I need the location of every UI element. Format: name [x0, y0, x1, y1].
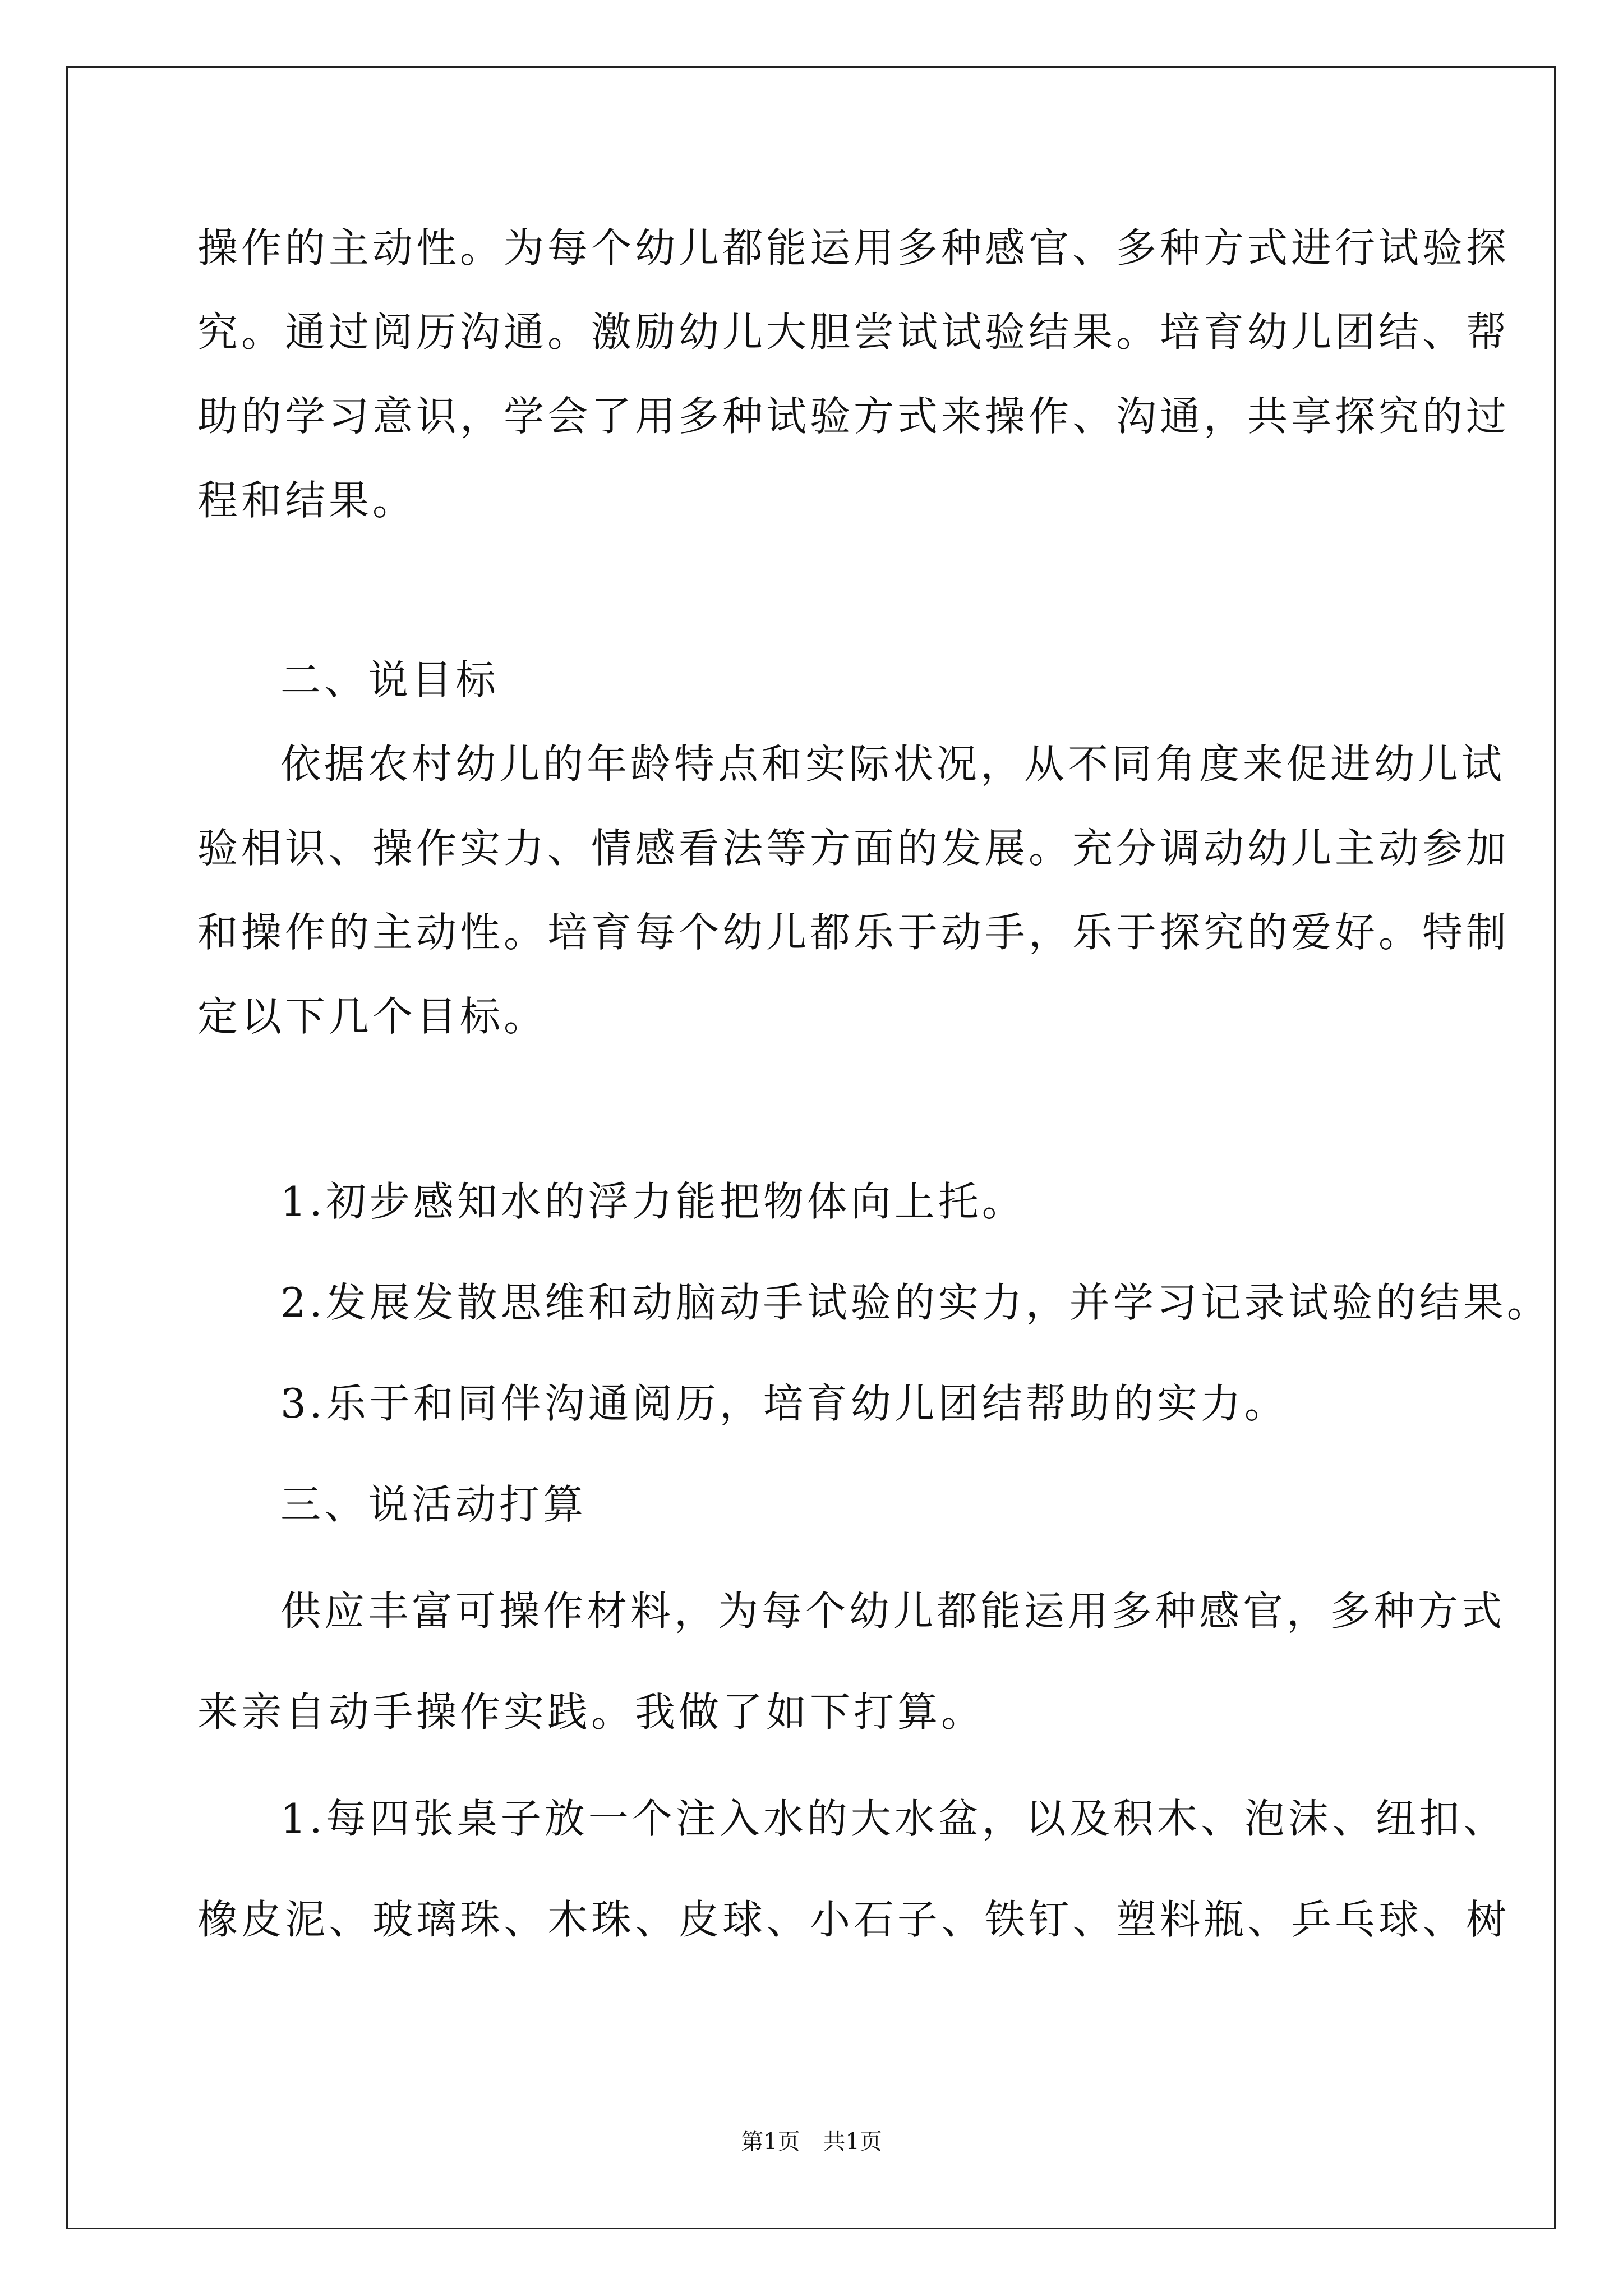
section-heading-goals: 二、说目标 — [280, 656, 500, 703]
text-line-4: 程和结果。 — [197, 477, 417, 524]
text-line-17: 橡皮泥、玻璃珠、木珠、皮球、小石子、铁钉、塑料瓶、乒乓球、树 — [197, 1896, 1510, 1943]
text-line-7: 验相识、操作实力、情感看法等方面的发展。充分调动幼儿主动参加 — [197, 825, 1510, 872]
text-line-3: 助的学习意识，学会了用多种试验方式来操作、沟通，共享探究的过 — [197, 393, 1510, 440]
goal-item-1: 1.初步感知水的浮力能把物体向上托。 — [280, 1178, 1026, 1225]
page-total: 共1页 — [823, 2129, 882, 2155]
goal-item-2: 2.发展发散思维和动脑动手试验的实力，并学习记录试验的结果。 — [280, 1279, 1551, 1326]
text-line-8: 和操作的主动性。培育每个幼儿都乐于动手，乐于探究的爱好。特制 — [197, 909, 1510, 956]
page-footer — [0, 2126, 1623, 2157]
section-heading-preparation: 三、说活动打算 — [280, 1481, 587, 1528]
text-line-1: 操作的主动性。为每个幼儿都能运用多种感官、多种方式进行试验探 — [197, 224, 1510, 272]
goal-item-3: 3.乐于和同伴沟通阅历，培育幼儿团结帮助的实力。 — [280, 1380, 1288, 1427]
text-line-14: 供应丰富可操作材料，为每个幼儿都能运用多种感官，多种方式 — [280, 1588, 1506, 1635]
text-line-15: 来亲自动手操作实践。我做了如下打算。 — [197, 1688, 985, 1736]
text-line-6: 依据农村幼儿的年龄特点和实际状况，从不同角度来促进幼儿试 — [280, 740, 1506, 788]
prep-item-1: 1.每四张桌子放一个注入水的大水盆，以及积木、泡沫、纽扣、 — [280, 1795, 1507, 1842]
text-line-9: 定以下几个目标。 — [197, 993, 548, 1040]
text-line-2: 究。通过阅历沟通。激励幼儿大胆尝试试验结果。培育幼儿团结、帮 — [197, 309, 1510, 356]
page-number: 第1页 — [741, 2129, 800, 2155]
